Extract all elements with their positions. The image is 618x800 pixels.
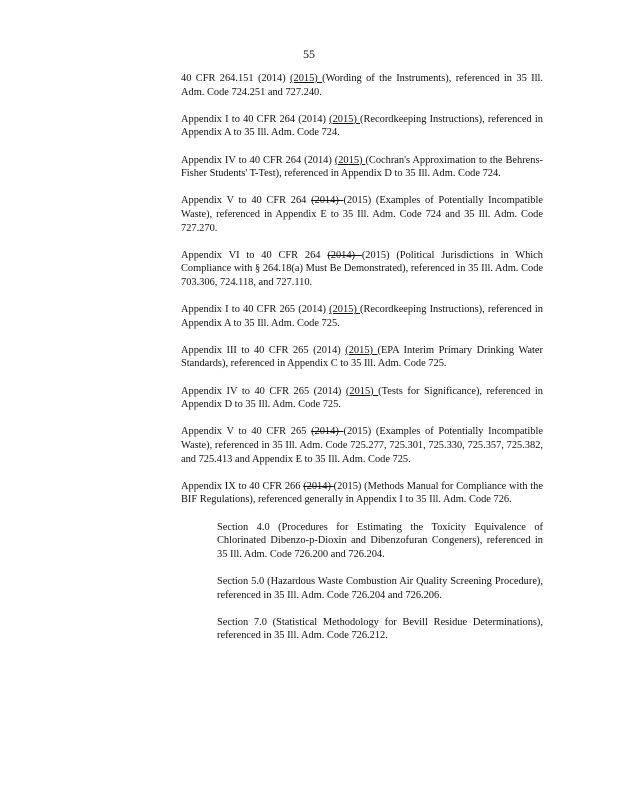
reference-text: Appendix I to 40 CFR 265 (2014) — [181, 304, 330, 316]
cfr-reference — [181, 113, 543, 140]
deleted-text: (2014) — [311, 426, 344, 438]
reference-text: Appendix IV to 40 CFR 264 (2014) — [181, 154, 335, 166]
cfr-reference — [181, 480, 543, 507]
cfr-reference — [181, 344, 543, 371]
reference-text: 40 CFR 264.151 (2014) — [181, 73, 291, 84]
reference-text: (2015) (Methods Manual for Compliance with the BIF Regulations), referenced generally in Appendix I to 35 Ill. Adm. Code 726. — [181, 480, 543, 506]
reference-text: (2015) (Political Jurisdictions in Which Compliance with § 264.18(a) Must Be Demonstrated), referenced in 35 Ill. Adm. Code 703.306, 724.118, and 727.110. — [181, 249, 543, 288]
cfr-reference — [181, 194, 543, 235]
reference-text: Appendix V to 40 CFR 265 — [181, 426, 312, 438]
subsection-reference — [217, 521, 543, 562]
cfr-reference — [181, 425, 543, 466]
reference-text: (Wording of the Instruments), referenced in 35 Ill. Adm. Code 724.251 and 727.240. — [181, 73, 543, 98]
reference-text: Appendix V to 40 CFR 264 — [181, 195, 312, 207]
cfr-reference — [181, 385, 543, 412]
inserted-text: (2015) — [345, 385, 379, 397]
inserted-text: (2015) — [334, 154, 366, 166]
reference-text: (EPA Interim Primary Drinking Water Standards), referenced in Appendix C to 35 Ill. Adm. Code 725. — [181, 344, 543, 370]
reference-text: Appendix I to 40 CFR 264 (2014) — [181, 113, 330, 125]
cfr-reference — [181, 72, 543, 99]
cfr-reference — [181, 303, 543, 330]
reference-text: Section 5.0 (Hazardous Waste Combustion Air Quality Screening Procedure), referenced in 35 Ill. Adm. Code 726.204 and 726.206. — [217, 575, 543, 601]
reference-text: Appendix III to 40 CFR 265 (2014) — [181, 344, 346, 356]
reference-text: (Cochran's Approximation to the Behrens-Fisher Students' T-Test), referenced in Appendix D to 35 Ill. Adm. Code 724. — [181, 154, 543, 180]
reference-text: (2015) (Examples of Potentially Incompatible Waste), referenced in 35 Ill. Adm. Code 725.277, 725.301, 725.330, 725.357, 725.382, and 725.413 and Appendix E to 35 Ill. Adm. Code 725. — [181, 426, 543, 465]
reference-text: Appendix IV to 40 CFR 265 (2014) — [181, 385, 346, 397]
deleted-text: (2014) — [311, 195, 344, 207]
reference-text: Section 4.0 (Procedures for Estimating the Toxicity Equivalence of Chlorinated Dibenzo-p-Dioxin and Dibenzofuran Congeners), referenced in 35 Ill. Adm. Code 726.200 and 726.204. — [217, 521, 543, 560]
reference-list — [181, 72, 543, 657]
reference-text: (Tests for Significance), referenced in Appendix D to 35 Ill. Adm. Code 725. — [181, 385, 544, 411]
reference-text: Appendix IX to 40 CFR 266 — [181, 480, 304, 492]
cfr-reference — [181, 249, 543, 290]
inserted-text: (2015) — [345, 344, 378, 356]
inserted-text: (2015) — [290, 73, 323, 84]
inserted-text: (2015) — [329, 304, 361, 316]
subsection-reference — [217, 616, 543, 643]
reference-text: (Recordkeeping Instructions), referenced in Appendix A to 35 Ill. Adm. Code 725. — [181, 304, 543, 329]
reference-text: Section 7.0 (Statistical Methodology for Bevill Residue Determinations), referenced in 35 Ill. Adm. Code 726.212. — [217, 616, 543, 642]
deleted-text: (2014) — [327, 249, 362, 261]
reference-text: (2015) (Examples of Potentially Incompatible Waste), referenced in Appendix E to 35 Ill. Adm. Code 724 and 35 Ill. Adm. Code 727.270. — [181, 195, 543, 234]
reference-text: Appendix VI to 40 CFR 264 — [181, 249, 328, 261]
deleted-text: (2014) — [303, 480, 334, 492]
page-number: 55 — [303, 47, 315, 61]
reference-text: (Recordkeeping Instructions), referenced in Appendix A to 35 Ill. Adm. Code 724. — [181, 113, 543, 139]
cfr-reference — [181, 154, 543, 181]
inserted-text: (2015) — [329, 113, 361, 125]
subsection-reference — [217, 575, 543, 602]
